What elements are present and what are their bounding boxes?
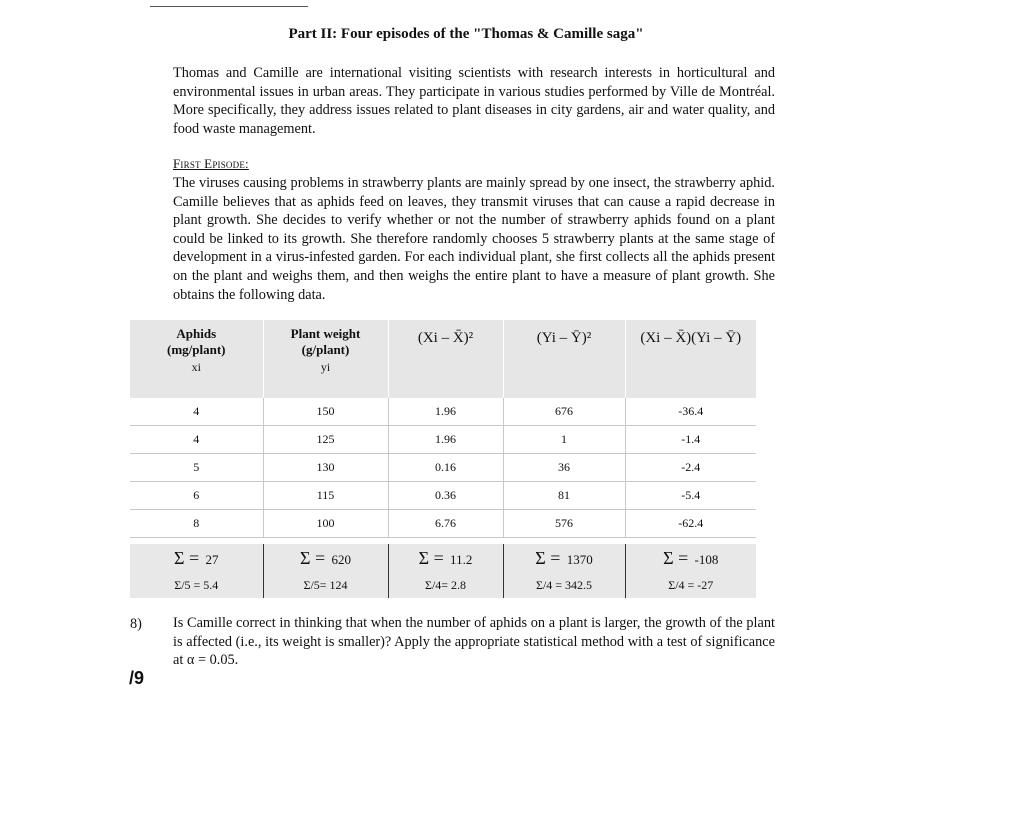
table-cell: 1 [503, 426, 625, 454]
sum-cell: Σ = 1370 [503, 544, 625, 572]
table-row [130, 426, 756, 454]
sum-cell: Σ = 620 [263, 544, 388, 572]
data-table [130, 320, 756, 598]
table-cell: 1.96 [388, 398, 503, 426]
sum-row [130, 544, 756, 572]
sigma-symbol: Σ = [535, 547, 561, 568]
table-header-row [130, 320, 756, 398]
table-cell: 6 [130, 482, 263, 510]
table-row [130, 454, 756, 482]
mean-cell: Σ/4 = 342.5 [503, 572, 625, 598]
table-cell: 676 [503, 398, 625, 426]
sum-cell: Σ = 11.2 [388, 544, 503, 572]
header-xy-product: (Xi – X̄)(Yi – Ȳ) [625, 320, 756, 398]
header-aphids: Aphids (mg/plant) xi [130, 320, 263, 398]
question-text: Is Camille correct in thinking that when the number of aphids on a plant is larger, the growth of the plant is affected (i.e., its weight is smaller)? Apply the appropriate statistical method with a test of significance at α = 0.05. [173, 615, 775, 669]
table-cell: -62.4 [625, 510, 756, 538]
question-number: 8) [130, 616, 142, 632]
header-x-dev-sq: (Xi – X̄)² [388, 320, 503, 398]
table-row [130, 482, 756, 510]
top-rule [150, 6, 308, 7]
sigma-symbol: Σ = [418, 547, 444, 568]
episode-heading: First Episode: [173, 156, 249, 171]
mean-cell: Σ/5= 124 [263, 572, 388, 598]
table-cell: 6.76 [388, 510, 503, 538]
mean-cell: Σ/4= 2.8 [388, 572, 503, 598]
table-row [130, 510, 756, 538]
table-cell: 4 [130, 426, 263, 454]
table-cell: 115 [263, 482, 388, 510]
table-cell: -36.4 [625, 398, 756, 426]
intro-paragraph: Thomas and Camille are international visiting scientists with research interests in horticultural and environmental issues in urban areas. They participate in various studies performed by Ville de Montréal. More specifically, they address issues related to plant diseases in city gardens, air and water quality, and food waste management. [173, 65, 775, 137]
table-cell: 125 [263, 426, 388, 454]
page-title: Part II: Four episodes of the "Thomas & Camille saga" [288, 26, 644, 42]
table-cell: 81 [503, 482, 625, 510]
table-cell: -1.4 [625, 426, 756, 454]
mean-cell: Σ/4 = -27 [625, 572, 756, 598]
table-cell: -5.4 [625, 482, 756, 510]
table-cell: 5 [130, 454, 263, 482]
sigma-symbol: Σ = [300, 547, 326, 568]
table-cell: -2.4 [625, 454, 756, 482]
sum-cell: Σ = 27 [130, 544, 263, 572]
table-cell: 100 [263, 510, 388, 538]
sigma-symbol: Σ = [663, 547, 689, 568]
sigma-symbol: Σ = [174, 547, 200, 568]
table-row [130, 398, 756, 426]
table-cell: 576 [503, 510, 625, 538]
episode-paragraph: The viruses causing problems in strawberry plants are mainly spread by one insect, the strawberry aphid. Camille believes that as aphids feed on leaves, they transmit viruses that can cause a rapid decrease in plant growth. She decides to verify whether or not the number of strawberry aphids found on a plant could be linked to its growth. She therefore randomly chooses 5 strawberry plants at the same stage of development in a virus-infested garden. For each individual plant, she first collects all the aphids present on the plant and weighs them, and then weighs the entire plant to have a measure of plant growth. She obtains the following data. [173, 175, 775, 303]
table-cell: 1.96 [388, 426, 503, 454]
table-cell: 8 [130, 510, 263, 538]
table-cell: 36 [503, 454, 625, 482]
table-cell: 150 [263, 398, 388, 426]
table-cell: 130 [263, 454, 388, 482]
header-plant-weight: Plant weight (g/plant) yi [263, 320, 388, 398]
mean-cell: Σ/5 = 5.4 [130, 572, 263, 598]
question-points: /9 [129, 668, 145, 688]
table-cell: 0.16 [388, 454, 503, 482]
header-y-dev-sq: (Yi – Ȳ)² [503, 320, 625, 398]
sum-cell: Σ = -108 [625, 544, 756, 572]
mean-row [130, 572, 756, 598]
table-cell: 4 [130, 398, 263, 426]
table-cell: 0.36 [388, 482, 503, 510]
